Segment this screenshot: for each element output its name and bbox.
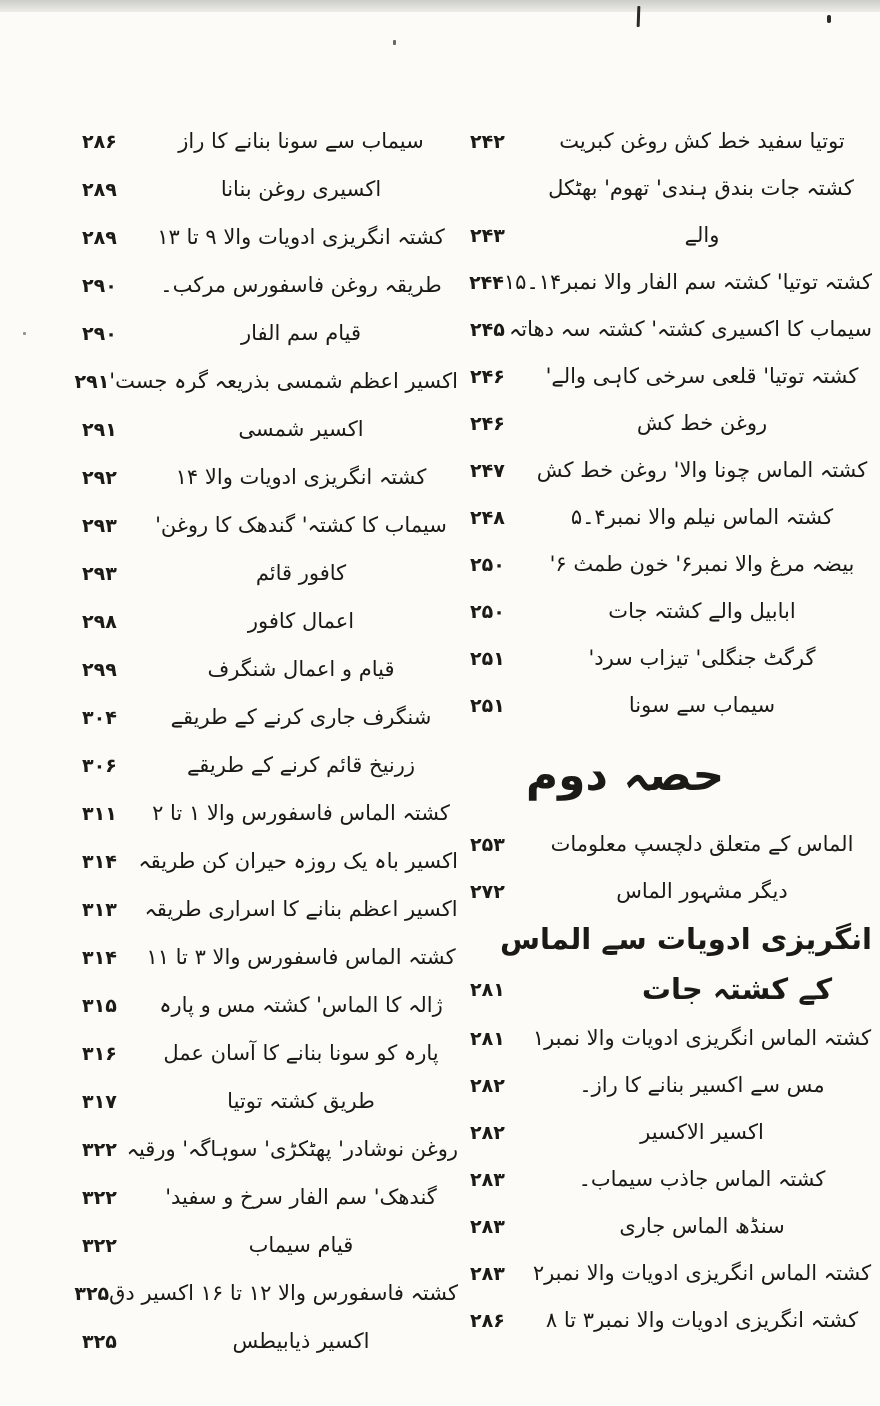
entry-title: کشتہ انگریزی ادویات والا ۹ تا ۱۳ bbox=[157, 225, 445, 250]
entry-page-number: ۳۱۴ bbox=[82, 947, 117, 969]
entry-page-number: ۲۹۳ bbox=[82, 563, 117, 585]
entry-page-number: ۳۲۲ bbox=[82, 1235, 117, 1257]
entry-title: سنڈھ الماس جاری bbox=[619, 1213, 785, 1238]
entry-title: کشتہ الماس جاذب سیماب۔ bbox=[578, 1166, 826, 1191]
toc-entry-line bbox=[80, 118, 458, 166]
entry-page-number: ۲۴۲ bbox=[470, 130, 505, 153]
entry-title: دیگر مشہور الماس bbox=[616, 878, 788, 903]
entry-page-number: ۲۹۲ bbox=[82, 467, 117, 489]
part-section-heading: حصہ دوم bbox=[525, 749, 725, 801]
entry-page-number: ۳۱۷ bbox=[82, 1091, 117, 1113]
toc-entry-line bbox=[468, 588, 872, 635]
toc-entry-line bbox=[468, 1297, 872, 1344]
toc-entry-line bbox=[80, 790, 458, 838]
entry-title: اکسیر ذیابیطس bbox=[232, 1329, 370, 1354]
toc-entry-line bbox=[468, 1203, 872, 1250]
toc-entry-line bbox=[74, 1270, 458, 1318]
entry-title: سیماب سے سونا بنانے کا راز bbox=[178, 129, 424, 154]
entry-title: کشتہ الماس نیلم والا نمبر۴۔۵ bbox=[570, 504, 834, 529]
toc-entry-line bbox=[468, 118, 872, 165]
entry-page-number: ۲۸۹ bbox=[82, 227, 117, 249]
entry-title: طریقہ روغن فاسفورس مرکب۔ bbox=[160, 273, 442, 298]
entry-page-number: ۲۴۴ bbox=[469, 271, 504, 294]
entry-page-number: ۲۸۲ bbox=[470, 1074, 505, 1097]
entry-page-number: ۳۱۱ bbox=[82, 803, 117, 825]
toc-entry-line bbox=[468, 212, 872, 259]
entry-title: روغن نوشادر' پھٹکڑی' سوہاگہ' ورقیہ bbox=[126, 1137, 458, 1162]
toc-entry-line bbox=[80, 646, 458, 694]
entry-title: ابابیل والے کشتہ جات bbox=[608, 598, 796, 623]
scan-speck bbox=[827, 15, 831, 23]
entry-title: اکسیر باہ یک روزہ حیران کن طریقہ bbox=[138, 849, 458, 874]
toc-entry-line bbox=[80, 454, 458, 502]
entry-page-number: ۲۴۵ bbox=[470, 318, 505, 341]
toc-entry-line bbox=[468, 1062, 872, 1109]
entry-title: کشتہ الماس انگریزی ادویات والا نمبر۲ bbox=[532, 1260, 872, 1285]
toc-entry-line bbox=[80, 982, 458, 1030]
scan-speck bbox=[637, 6, 641, 27]
entry-page-number: ۲۵۱ bbox=[470, 694, 505, 717]
entry-title: الماس کے متعلق دلچسپ معلومات bbox=[550, 831, 854, 856]
toc-entry-line bbox=[468, 259, 872, 306]
entry-title: بیضہ مرغ والا نمبر۶' خون طمث ۶' bbox=[549, 551, 855, 576]
toc-entry-line bbox=[80, 1222, 458, 1270]
entry-page-number: ۲۵۰ bbox=[470, 600, 505, 623]
entry-title: کشتہ الماس فاسفورس والا ۱ تا ۲ bbox=[152, 801, 450, 826]
entry-page-number: ۲۸۳ bbox=[470, 1262, 505, 1285]
entry-page-number: ۲۵۰ bbox=[470, 553, 505, 576]
toc-entry-line bbox=[80, 1174, 458, 1222]
entry-page-number: ۲۹۸ bbox=[82, 611, 117, 633]
toc-entry-line bbox=[80, 262, 458, 310]
entry-page-number: ۲۸۶ bbox=[82, 131, 117, 153]
entry-title: ژالہ کا الماس' کشتہ مس و پارہ bbox=[159, 993, 443, 1018]
entry-page-number: ۳۱۶ bbox=[82, 1043, 117, 1065]
toc-entry-line bbox=[468, 1109, 872, 1156]
entry-page-number: ۲۹۱ bbox=[82, 419, 117, 441]
entry-page-number: ۳۲۲ bbox=[82, 1139, 117, 1161]
toc-entry-line bbox=[468, 400, 872, 447]
entry-title: شنگرف جاری کرنے کے طریقے bbox=[170, 705, 432, 730]
entry-page-number: ۲۸۱ bbox=[470, 1027, 505, 1050]
entry-title: کافور قائم bbox=[255, 561, 347, 586]
entry-title: زرنیخ قائم کرنے کے طریقے bbox=[186, 753, 416, 778]
toc-entry-line bbox=[468, 494, 872, 541]
entry-title: طریق کشتہ توتیا bbox=[227, 1089, 375, 1114]
entry-page-number: ۲۵۳ bbox=[470, 833, 505, 856]
toc-entry-line bbox=[80, 694, 458, 742]
entry-title: اکسیر اعظم بنانے کا اسراری طریقہ bbox=[144, 897, 458, 922]
entry-page-number: ۲۴۷ bbox=[470, 459, 505, 482]
toc-entry-line bbox=[80, 886, 458, 934]
toc-entry-line bbox=[80, 310, 458, 358]
entry-title: مس سے اکسیر بنانے کا راز۔ bbox=[579, 1072, 825, 1097]
toc-entry-line bbox=[468, 1250, 872, 1297]
entry-title: کشتہ جات بندق ہندی' تھوم' بھٹکل bbox=[548, 175, 854, 200]
scan-top-edge bbox=[0, 0, 880, 12]
entry-page-number: ۲۸۶ bbox=[470, 1309, 505, 1332]
entry-title: قیام سم الفار bbox=[240, 321, 362, 346]
entry-title: کشتہ الماس چونا والا' روغن خط کش bbox=[536, 457, 868, 482]
entry-title: کشتہ الماس انگریزی ادویات والا نمبر۱ bbox=[532, 1025, 872, 1050]
toc-entry-line bbox=[468, 353, 872, 400]
entry-title: کشتہ توتیا' قلعی سرخی کاہی والے' bbox=[545, 363, 859, 388]
entry-page-number: ۲۷۲ bbox=[470, 880, 505, 903]
toc-entry-line bbox=[468, 447, 872, 494]
toc-entry-line bbox=[468, 541, 872, 588]
entry-page-number: ۳۰۶ bbox=[82, 755, 117, 777]
entry-page-number: ۳۱۳ bbox=[82, 899, 117, 921]
toc-entry-line bbox=[468, 821, 872, 868]
entry-title: اکسیری روغن بنانا bbox=[220, 177, 382, 202]
entry-title: سیماب کا کشتہ' گندھک کا روغن' bbox=[155, 513, 447, 538]
entry-title: کشتہ انگریزی ادویات والا نمبر۳ تا ۸ bbox=[545, 1307, 859, 1332]
entry-title: اکسیر شمسی bbox=[238, 417, 364, 442]
toc-entry-line bbox=[468, 1015, 872, 1062]
entry-page-number: ۳۲۵ bbox=[82, 1331, 117, 1353]
entry-title: گندھک' سم الفار سرخ و سفید' bbox=[165, 1185, 437, 1210]
toc-entry-line bbox=[468, 635, 872, 682]
toc-right-column bbox=[468, 118, 872, 1344]
entry-title: والے bbox=[684, 222, 720, 247]
entry-title: کشتہ فاسفورس والا ۱۲ تا ۱۶ اکسیر دق bbox=[109, 1281, 458, 1306]
entry-page-number: ۲۸۲ bbox=[470, 1121, 505, 1144]
entry-title: روغن خط کش bbox=[636, 410, 768, 435]
toc-entry-line bbox=[80, 1318, 458, 1366]
toc-entry-line bbox=[80, 502, 458, 550]
toc-entry-line bbox=[80, 934, 458, 982]
entry-title: توتیا سفید خط کش روغن کبریت bbox=[559, 128, 845, 153]
toc-entry-line bbox=[80, 550, 458, 598]
entry-page-number: ۲۸۳ bbox=[470, 1168, 505, 1191]
entry-page-number: ۲۹۱ bbox=[74, 371, 110, 393]
entry-page-number: ۳۱۵ bbox=[82, 995, 117, 1017]
entry-page-number: ۲۸۹ bbox=[82, 179, 117, 201]
toc-entry-line bbox=[80, 1030, 458, 1078]
entry-page-number: ۲۵۱ bbox=[470, 647, 505, 670]
entry-title: اکسیر الاکسیر bbox=[640, 1119, 764, 1144]
scan-speck bbox=[393, 40, 396, 45]
entry-title: کے کشتہ جات bbox=[641, 972, 833, 1007]
entry-title: سیماب کا اکسیری کشتہ' کشتہ سہ دھاتہ bbox=[508, 316, 872, 341]
entry-title: گرگٹ جنگلی' تیزاب سرد' bbox=[588, 645, 816, 670]
toc-entry-line bbox=[80, 598, 458, 646]
toc-entry-line bbox=[468, 965, 872, 1015]
entry-page-number: ۲۴۶ bbox=[470, 412, 505, 435]
entry-title: سیماب سے سونا bbox=[628, 692, 776, 717]
toc-entry-line bbox=[468, 1156, 872, 1203]
entry-page-number: ۲۹۳ bbox=[82, 515, 117, 537]
entry-page-number: ۲۹۰ bbox=[82, 275, 117, 297]
entry-page-number: ۲۴۶ bbox=[470, 365, 505, 388]
entry-page-number: ۳۱۴ bbox=[82, 851, 117, 873]
entry-title: کشتہ الماس فاسفورس والا ۳ تا ۱۱ bbox=[146, 945, 456, 970]
entry-title: قیام و اعمال شنگرف bbox=[207, 657, 395, 682]
entry-page-number: ۲۹۰ bbox=[82, 323, 117, 345]
entry-title: اکسیر اعظم شمسی بذریعہ گرہ جست' bbox=[109, 369, 458, 394]
entry-title: کشتہ انگریزی ادویات والا ۱۴ bbox=[175, 465, 427, 490]
entry-page-number: ۳۲۵ bbox=[74, 1283, 110, 1305]
toc-entry-line bbox=[80, 1126, 458, 1174]
entry-page-number: ۲۹۹ bbox=[82, 659, 117, 681]
toc-entry-line bbox=[468, 915, 872, 965]
toc-entry-line bbox=[468, 306, 872, 353]
toc-entry-line bbox=[80, 1078, 458, 1126]
entry-page-number: ۲۴۸ bbox=[470, 506, 505, 529]
entry-title: پارہ کو سونا بنانے کا آسان عمل bbox=[163, 1041, 439, 1066]
toc-entry-line bbox=[468, 165, 872, 212]
entry-title: انگریزی ادویات سے الماس bbox=[500, 922, 872, 957]
toc-entry-line bbox=[468, 682, 872, 729]
entry-page-number: ۲۸۳ bbox=[470, 1215, 505, 1238]
entry-page-number: ۳۰۴ bbox=[82, 707, 117, 729]
toc-entry-line bbox=[80, 214, 458, 262]
toc-entry-line bbox=[80, 742, 458, 790]
toc-entry-line bbox=[74, 358, 458, 406]
entry-page-number: ۲۸۱ bbox=[470, 979, 505, 1001]
toc-entry-line bbox=[80, 166, 458, 214]
entry-page-number: ۲۴۳ bbox=[470, 224, 505, 247]
entry-title: قیام سیماب bbox=[248, 1233, 354, 1258]
entry-page-number: ۳۲۲ bbox=[82, 1187, 117, 1209]
scan-speck bbox=[23, 332, 26, 335]
entry-title: کشتہ توتیا' کشتہ سم الفار والا نمبر۱۴۔۱۵ bbox=[503, 269, 872, 294]
toc-entry-line bbox=[468, 868, 872, 915]
entry-title: اعمال کافور bbox=[247, 609, 355, 634]
toc-left-column bbox=[74, 118, 458, 1366]
toc-entry-line bbox=[80, 838, 458, 886]
toc-entry-line bbox=[80, 406, 458, 454]
